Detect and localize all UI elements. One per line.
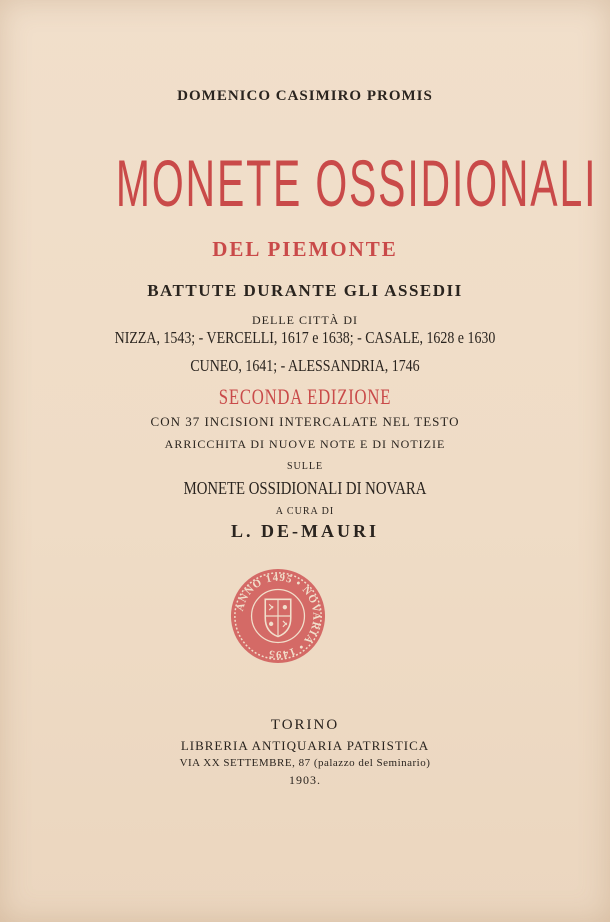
novara-seal-icon (229, 567, 327, 665)
book-subtitle: DEL PIEMONTE (212, 237, 398, 261)
book-title: MONETE OSSIDIONALI (115, 146, 598, 220)
enriched-note: ARRICCHITA DI NUOVE NOTE E DI NOTIZIE (164, 437, 446, 451)
imprint-publisher: LIBRERIA ANTIQUARIA PATRISTICA (180, 738, 430, 753)
author: DOMENICO CASIMIRO PROMIS (177, 88, 433, 104)
cities-line-2: CUNEO, 1641; - ALESSANDRIA, 1746 (190, 356, 420, 375)
sulle-line: SULLE (286, 461, 324, 472)
editor-name: L. DE-MAURI (231, 521, 379, 541)
cities-line-1: NIZZA, 1543; - VERCELLI, 1617 e 1638; - CASALE, 1628 e 1630 (114, 328, 496, 347)
imprint-year: 1903. (289, 773, 321, 787)
imprint-address: VIA XX SETTEMBRE, 87 (palazzo del Seminario) (179, 757, 431, 769)
delle-citta-line: DELLE CITTÀ DI (252, 313, 358, 327)
imprint-city: TORINO (270, 717, 340, 733)
edition: SECONDA EDIZIONE (218, 384, 392, 409)
description-line: BATTUTE DURANTE GLI ASSEDII (147, 281, 463, 300)
svg-text:ANNO 1495 • NOVARIA • 1495: ANNO 1495 • NOVARIA • 1495 (234, 571, 323, 661)
a-cura-di-line: A CURA DI (275, 506, 335, 517)
illustrations-note: CON 37 INCISIONI INTERCALATE NEL TESTO (150, 414, 460, 429)
novara-line: MONETE OSSIDIONALI DI NOVARA (183, 478, 427, 498)
